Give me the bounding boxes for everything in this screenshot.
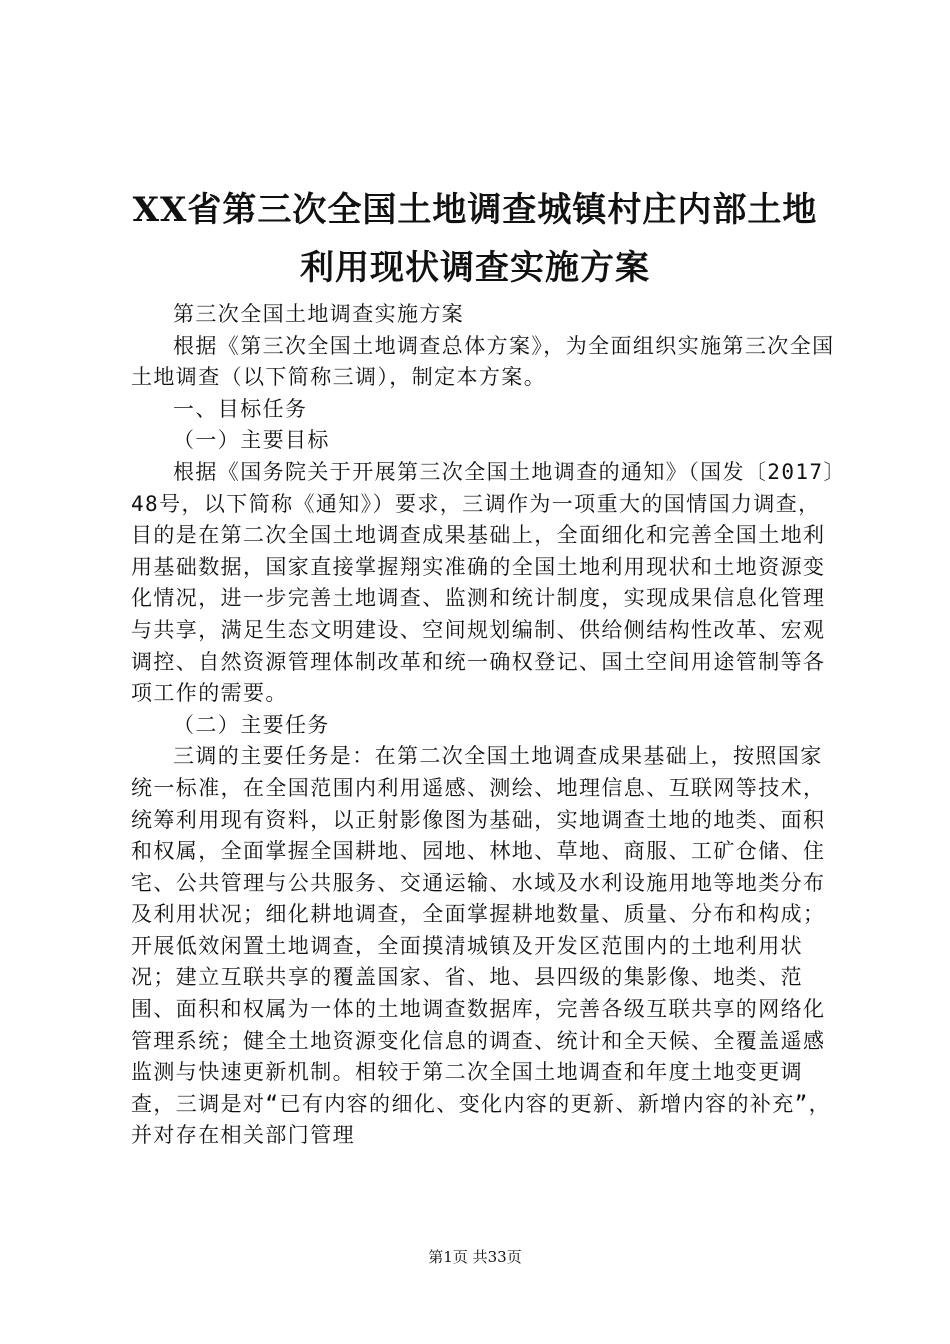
subsection-heading-main-tasks: （二）主要任务 [173, 712, 330, 737]
plan-heading: 第三次全国土地调查实施方案 [173, 302, 465, 326]
page-footer: 第1页 共33页 [428, 1248, 522, 1266]
main-tasks-paragraph: 三调的主要任务是：在第二次全国土地调查成果基础上，按照国家统一标准，在全国范围内利用遥感、测绘、地理信息、互联网等技术，统筹利用现有资料，以正射影像图为基础，实地调查土地的地类、面积和权属，全面掌握全国耕地、园地、林地、草地、商服、工矿仓储、住宅、公共管理与公共服务、交通运输、水域及水利设施用地等地类分布及利用状况；细化耕地调查，全面掌握耕地数量、质量、分布和构成；开展低效闲置土地调查，全面摸清城镇及开发区范围内的土地利用状况；建立互联共享的覆盖国家、省、地、县四级的集影像、地类、范围、面积和权属为一体的土地调查数据库，完善各级互联共享的网络化管理系统；健全土地资源变化信息的调查、统计和全天候、全覆盖遥感监测与快速更新机制。相较于第二次全国土地调查和年度土地变更调查，三调是对“已有内容的细化、变化内容的更新、新增内容的补充”，并对存在相关部门管理 [131, 744, 832, 1148]
document-body [131, 299, 836, 1152]
section-heading-goals-tasks: 一、目标任务 [173, 396, 308, 421]
subsection-heading-main-goals: （一）主要目标 [173, 428, 330, 453]
main-goals-paragraph: 根据《国务院关于开展第三次全国土地调查的通知》（国发〔2017〕48号，以下简称《通知》）要求，三调作为一项重大的国情国力调查，目的是在第二次全国土地调查成果基础上，全面细化和完善全国土地利用基础数据，国家直接掌握翔实准确的全国土地利用现状和土地资源变化情况，进一步完善土地调查、监测和统计制度，实现成果信息化管理与共享，满足生态文明建设、空间规划编制、供给侧结构性改革、宏观调控、自然资源管理体制改革和统一确权登记、国土空间用途管制等各项工作的需要。 [131, 459, 836, 706]
document-title-line-2: 利用现状调查实施方案 [300, 248, 650, 288]
document-title-line-1: XX省第三次全国土地调查城镇村庄内部土地 [132, 190, 818, 230]
intro-paragraph: 根据《第三次全国土地调查总体方案》，为全面组织实施第三次全国土地调查（以下简称三调），制定本方案。 [131, 333, 835, 390]
